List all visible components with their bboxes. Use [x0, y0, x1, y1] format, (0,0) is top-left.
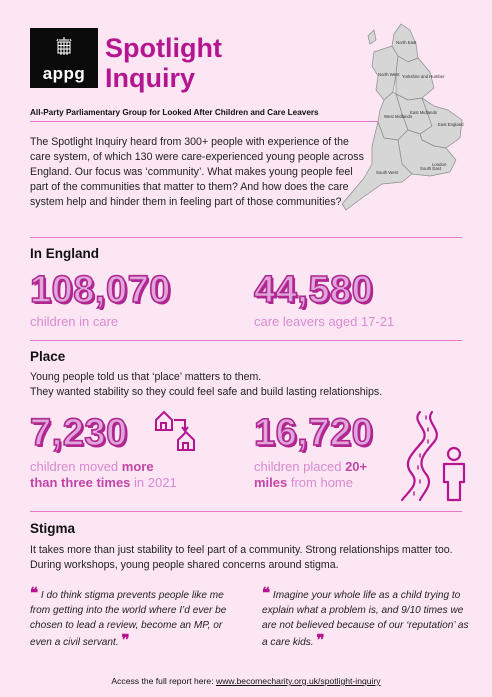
map-label-south-east: South East [420, 166, 442, 171]
portcullis-icon [56, 36, 72, 58]
map-label-south-west: South West [376, 170, 399, 175]
map-label-north-west: North West [378, 72, 400, 77]
map-label-london: London [432, 162, 447, 167]
page-subtitle: All-Party Parliamentary Group for Looked After Children and Care Leavers [30, 108, 319, 117]
appg-logo [30, 28, 98, 88]
page-title: Spotlight Inquiry [105, 33, 222, 93]
open-quote-icon: ❝ [262, 584, 271, 602]
divider [30, 340, 462, 341]
open-quote-icon: ❝ [30, 584, 39, 602]
map-label-north-east: North East [396, 40, 417, 45]
map-label-east-england: East England [438, 122, 464, 127]
map-label-west-midlands: West Midlands [384, 114, 413, 119]
section-heading-stigma: Stigma [30, 521, 76, 536]
divider [30, 237, 462, 238]
report-link[interactable]: www.becomecharity.org.uk/spotlight-inquiry [215, 676, 381, 686]
stat-placed-away-label: children placed 20+ miles from home [254, 459, 368, 490]
house-move-icon [152, 408, 198, 454]
quote-2: ❝ Imagine your whole life as a child trying to explain what a problem is, and 9/10 times we are not believed because of our ‘reputation’ as a care kids. ❞ [262, 584, 469, 649]
map-label-yorkshire: Yorkshire and Humber [402, 74, 445, 79]
stat-care-leavers-value: 44,580 [254, 269, 374, 311]
stat-moved-value: 7,230 [30, 412, 128, 454]
england-regions-map [338, 14, 470, 229]
stigma-text: It takes more than just stability to feel part of a community. Strong relationships matter too. During workshops, young people shared concerns around stigma. [30, 544, 453, 571]
section-heading-place: Place [30, 349, 66, 364]
close-quote-icon: ❞ [316, 631, 325, 649]
stat-care-leavers-label: care leavers aged 17-21 [254, 314, 395, 329]
section-heading-england: In England [30, 246, 99, 261]
place-text: Young people told us that ‘place’ matters to them. They wanted stability so they could feel safe and build lasting relationships. [30, 371, 383, 398]
winding-road-person-icon [398, 408, 470, 504]
stat-children-in-care-label: children in care [30, 314, 119, 329]
stat-moved-label: children moved more than three times in 2021 [30, 459, 177, 490]
quote-1: ❝ I do think stigma prevents people like me from getting into the world where I’d ever be chosen to lead a review, become an MP, or even a civil servant. ❞ [30, 584, 227, 649]
logo-text: appg [42, 64, 86, 83]
map-label-east-midlands: East Midlands [410, 110, 437, 115]
stat-children-in-care-value: 108,070 [30, 269, 171, 311]
intro-text: The Spotlight Inquiry heard from 300+ people with experience of the care system, of which 130 were care-experienced young people across England. Our focus was ‘community’. What makes young people feel part of the communities that matter to them? And how does the care system help and hinder them in feeling part of those communities? [30, 136, 364, 208]
close-quote-icon: ❞ [121, 631, 130, 649]
divider [30, 511, 462, 512]
footer: Access the full report here: www.becomecharity.org.uk/spotlight-inquiry [111, 676, 381, 686]
stat-placed-away-value: 16,720 [254, 412, 374, 454]
